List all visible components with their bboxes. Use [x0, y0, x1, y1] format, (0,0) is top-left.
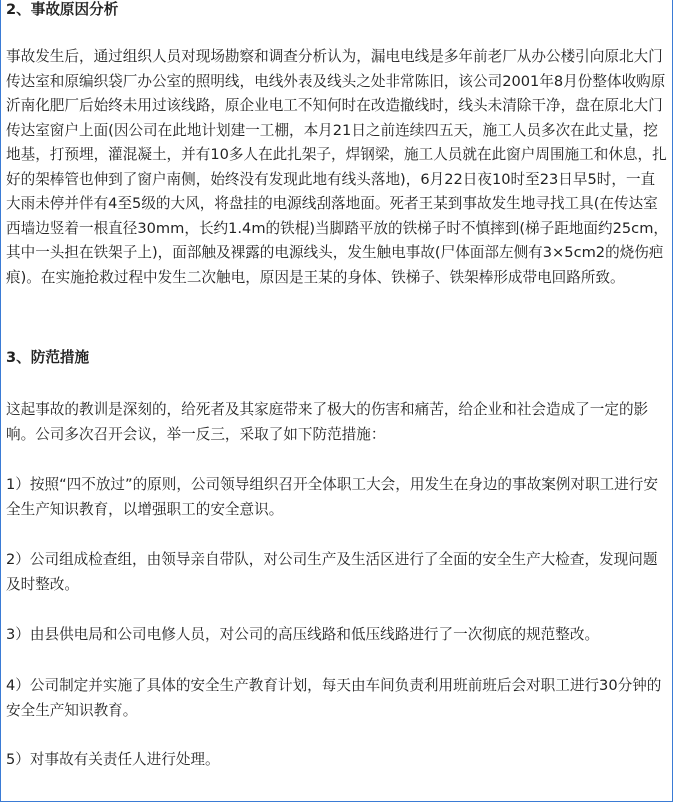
measure-item-4: 4）公司制定并实施了具体的安全生产教育计划，每天由车间负责利用班前班后会对职工进行30分钟的安全生产知识教育。 — [6, 677, 662, 719]
measures-intro-paragraph: 这起事故的教训是深刻的，给死者及其家庭带来了极大的伤害和痛苦，给企业和社会造成了一定的影响。公司多次召开会议，举一反三，采取了如下防范措施： — [6, 401, 649, 443]
measure-item-5: 5）对事故有关责任人进行处理。 — [6, 751, 220, 768]
measure-item-3: 3）由县供电局和公司电修人员，对公司的高压线路和低压线路进行了一次彻底的规范整改。 — [6, 626, 600, 643]
measure-item-2: 2）公司组成检查组，由领导亲自带队，对公司生产及生活区进行了全面的安全生产大检查，发现问题及时整改。 — [6, 551, 658, 593]
section-heading-cause: 2、事故原因分析 — [6, 1, 119, 18]
section-heading-measures: 3、防范措施 — [6, 349, 90, 366]
measure-item-1: 1）按照“四不放过”的原则，公司领导组织召开全体职工大会，用发生在身边的事故案例对职工进行安全生产知识教育，以增强职工的安全意识。 — [6, 476, 658, 518]
cause-paragraph: 事故发生后，通过组织人员对现场勘察和调查分析认为，漏电电线是多年前老厂从办公楼引向原北大门传达室和原编织袋厂办公室的照明线，电线外表及线头之处非常陈旧，该公司2001年8月份整体收购原沂南化肥厂后始终未用过该线路，原企业电工不知何时在改造撤线时，线头未清除干净，盘在原北大门传达室窗户上面(因公司在此地计划建一工棚，本月21日之前连续四五天，施工人员多次在此丈量，挖地基，打预埋，灌混凝土，并有10多人在此扎架子，焊钢梁，施工人员就在此窗户周围施工和休息，扎好的架棒管也伸到了窗户南侧，始终没有发现此地有线头落地)，6月22日夜10时至23日早5时，一直大雨未停并伴有4至5级的大风，将盘挂的电源线刮落地面。死者王某到事故发生地寻找工具(在传达室西墙边竖着一根直径30mm，长约1.4m的铁棍)当脚踏平放的铁梯子时不慎摔到(梯子距地面约25cm，其中一头担在铁架子上)，面部触及裸露的电源线头，发生触电事故(尸体面部左侧有3×5cm2的烧伤疤痕)。在实施抢救过程中发生二次触电，原因是王某的身体、铁梯子、铁架棒形成带电回路所致。 — [6, 48, 669, 286]
